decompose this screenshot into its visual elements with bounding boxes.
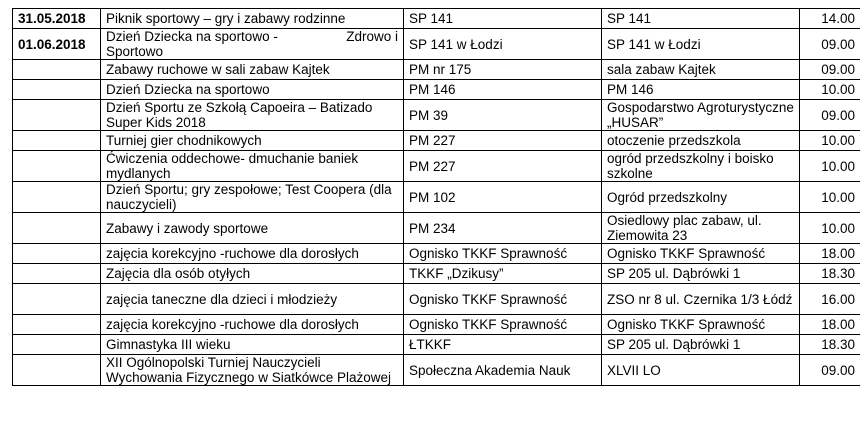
time-cell: 10.00 <box>800 80 860 100</box>
organizer-cell: PM 102 <box>404 182 602 213</box>
table-row <box>13 335 860 355</box>
organizer-cell: SP 141 <box>404 9 602 29</box>
date-cell <box>13 284 101 315</box>
place-cell: SP 205 ul. Dąbrówki 1 <box>602 335 800 355</box>
event-title-part: Sportowo <box>106 44 164 59</box>
place-cell: ogród przedszkolny i boisko szkolne <box>602 151 800 182</box>
table-row <box>13 9 860 29</box>
place-cell: otoczenie przedszkola <box>602 131 800 151</box>
table-row <box>13 29 860 60</box>
date-cell <box>13 244 101 264</box>
place-cell: Ogród przedszkolny <box>602 182 800 213</box>
date-cell <box>13 151 101 182</box>
time-cell: 14.00 <box>800 9 860 29</box>
organizer-cell: SP 141 w Łodzi <box>404 29 602 60</box>
date-cell <box>13 315 101 335</box>
time-cell: 09.00 <box>800 29 860 60</box>
table-row <box>13 284 860 315</box>
event-cell: Zabawy ruchowe w sali zabaw Kajtek <box>101 60 404 80</box>
table-row <box>13 182 860 213</box>
table-row <box>13 355 860 386</box>
date-cell <box>13 213 101 244</box>
date-cell <box>13 264 101 284</box>
table-row <box>13 315 860 335</box>
place-cell: SP 205 ul. Dąbrówki 1 <box>602 264 800 284</box>
table-row <box>13 100 860 131</box>
date-cell: 01.06.2018 <box>13 29 101 60</box>
place-cell: PM 146 <box>602 80 800 100</box>
event-cell: zajęcia korekcyjno -ruchowe dla dorosłych <box>101 244 404 264</box>
event-cell: Piknik sportowy – gry i zabawy rodzinne <box>101 9 404 29</box>
organizer-cell: Ognisko TKKF Sprawność <box>404 315 602 335</box>
place-cell: sala zabaw Kajtek <box>602 60 800 80</box>
event-cell: Zajęcia dla osób otyłych <box>101 264 404 284</box>
time-cell: 10.00 <box>800 151 860 182</box>
event-cell: Dzień Sportu ze Szkołą Capoeira – Batizado Super Kids 2018 <box>101 100 404 131</box>
date-cell <box>13 131 101 151</box>
table-row <box>13 80 860 100</box>
place-cell: Ognisko TKKF Sprawność <box>602 244 800 264</box>
event-cell <box>101 29 404 60</box>
time-cell: 18.00 <box>800 315 860 335</box>
place-cell: SP 141 w Łodzi <box>602 29 800 60</box>
organizer-cell: PM nr 175 <box>404 60 602 80</box>
table-row <box>13 151 860 182</box>
place-cell: Gospodarstwo Agroturystyczne „HUSAR” <box>602 100 800 131</box>
event-cell: Ćwiczenia oddechowe- dmuchanie baniek mydlanych <box>101 151 404 182</box>
event-cell: zajęcia taneczne dla dzieci i młodzieży <box>101 284 404 315</box>
place-cell: XLVII LO <box>602 355 800 386</box>
event-title-part: Zdrowo i <box>346 29 398 44</box>
table-row <box>13 244 860 264</box>
organizer-cell: Ognisko TKKF Sprawność <box>404 244 602 264</box>
organizer-cell: PM 234 <box>404 213 602 244</box>
organizer-cell: TKKF „Dzikusy” <box>404 264 602 284</box>
organizer-cell: Ognisko TKKF Sprawność <box>404 284 602 315</box>
table-row <box>13 264 860 284</box>
event-cell: Turniej gier chodnikowych <box>101 131 404 151</box>
place-cell: ZSO nr 8 ul. Czernika 1/3 Łódź <box>602 284 800 315</box>
organizer-cell: PM 227 <box>404 131 602 151</box>
date-cell <box>13 182 101 213</box>
time-cell: 10.00 <box>800 213 860 244</box>
time-cell: 18.00 <box>800 244 860 264</box>
organizer-cell: PM 227 <box>404 151 602 182</box>
table-row <box>13 60 860 80</box>
time-cell: 09.00 <box>800 100 860 131</box>
time-cell: 09.00 <box>800 60 860 80</box>
date-cell <box>13 355 101 386</box>
event-cell: Gimnastyka III wieku <box>101 335 404 355</box>
organizer-cell: ŁTKKF <box>404 335 602 355</box>
event-cell: Dzień Dziecka na sportowo <box>101 80 404 100</box>
schedule-table <box>12 8 860 386</box>
date-cell <box>13 335 101 355</box>
date-cell <box>13 60 101 80</box>
table-row <box>13 131 860 151</box>
time-cell: 16.00 <box>800 284 860 315</box>
date-cell <box>13 100 101 131</box>
time-cell: 10.00 <box>800 131 860 151</box>
table-row <box>13 213 860 244</box>
event-cell: Dzień Sportu; gry zespołowe; Test Coopera (dla nauczycieli) <box>101 182 404 213</box>
time-cell: 09.00 <box>800 355 860 386</box>
place-cell: Osiedlowy plac zabaw, ul. Ziemowita 23 <box>602 213 800 244</box>
event-title-part: Dzień Dziecka na sportowo - <box>106 29 278 44</box>
date-cell: 31.05.2018 <box>13 9 101 29</box>
organizer-cell: PM 146 <box>404 80 602 100</box>
organizer-cell: Społeczna Akademia Nauk <box>404 355 602 386</box>
time-cell: 10.00 <box>800 182 860 213</box>
event-cell: Zabawy i zawody sportowe <box>101 213 404 244</box>
event-cell: XII Ogólnopolski Turniej Nauczycieli Wychowania Fizycznego w Siatkówce Plażowej <box>101 355 404 386</box>
event-cell: zajęcia korekcyjno -ruchowe dla dorosłych <box>101 315 404 335</box>
time-cell: 18.30 <box>800 264 860 284</box>
organizer-cell: PM 39 <box>404 100 602 131</box>
place-cell: SP 141 <box>602 9 800 29</box>
place-cell: Ognisko TKKF Sprawność <box>602 315 800 335</box>
time-cell: 18.30 <box>800 335 860 355</box>
date-cell <box>13 80 101 100</box>
